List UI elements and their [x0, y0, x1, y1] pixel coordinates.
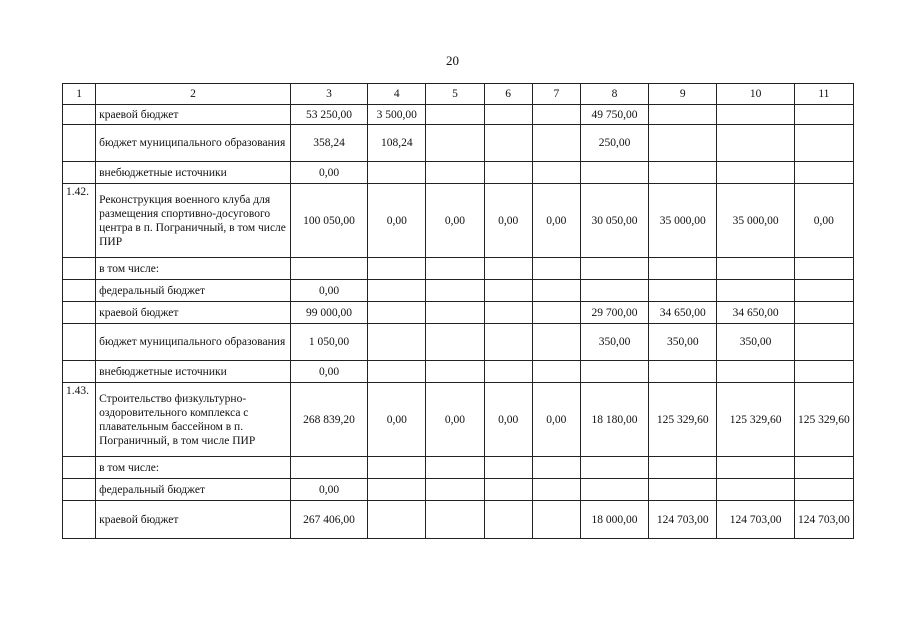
amount-cell: [649, 162, 717, 184]
amount-cell: [484, 280, 532, 302]
amount-cell: [794, 302, 853, 324]
table-body: [63, 105, 854, 539]
amount-cell: [426, 501, 484, 539]
table-row: [63, 105, 854, 125]
amount-cell: [649, 479, 717, 501]
amount-cell: [580, 162, 648, 184]
amount-cell: 1 050,00: [290, 324, 367, 361]
amount-cell: 125 329,60: [717, 383, 794, 457]
item-number-cell: [63, 302, 96, 324]
amount-cell: 267 406,00: [290, 501, 367, 539]
amount-cell: [580, 457, 648, 479]
amount-cell: [484, 302, 532, 324]
table-row: [63, 125, 854, 162]
description-cell: в том числе:: [96, 457, 291, 479]
description-cell: федеральный бюджет: [96, 280, 291, 302]
amount-cell: [794, 324, 853, 361]
amount-cell: 124 703,00: [794, 501, 853, 539]
description-cell: краевой бюджет: [96, 302, 291, 324]
amount-cell: [426, 125, 484, 162]
amount-cell: 0,00: [368, 184, 426, 258]
amount-cell: 100 050,00: [290, 184, 367, 258]
amount-cell: 108,24: [368, 125, 426, 162]
amount-cell: 3 500,00: [368, 105, 426, 125]
item-number-cell: [63, 361, 96, 383]
amount-cell: [426, 457, 484, 479]
amount-cell: [717, 280, 794, 302]
amount-cell: 124 703,00: [717, 501, 794, 539]
item-number-cell: [63, 280, 96, 302]
amount-cell: [794, 105, 853, 125]
amount-cell: [484, 361, 532, 383]
amount-cell: [368, 361, 426, 383]
amount-cell: [794, 280, 853, 302]
amount-cell: 0,00: [484, 383, 532, 457]
item-number-cell: [63, 258, 96, 280]
amount-cell: [426, 105, 484, 125]
amount-cell: [532, 457, 580, 479]
amount-cell: [426, 302, 484, 324]
column-header: 9: [649, 84, 717, 105]
table-row: [63, 162, 854, 184]
amount-cell: 358,24: [290, 125, 367, 162]
amount-cell: [649, 361, 717, 383]
amount-cell: [580, 479, 648, 501]
amount-cell: [368, 302, 426, 324]
amount-cell: [794, 479, 853, 501]
amount-cell: 0,00: [532, 184, 580, 258]
description-cell: краевой бюджет: [96, 105, 291, 125]
amount-cell: 34 650,00: [717, 302, 794, 324]
amount-cell: 0,00: [290, 479, 367, 501]
amount-cell: [426, 479, 484, 501]
amount-cell: [290, 457, 367, 479]
description-cell: внебюджетные источники: [96, 162, 291, 184]
amount-cell: [717, 125, 794, 162]
amount-cell: [717, 105, 794, 125]
amount-cell: [532, 280, 580, 302]
amount-cell: [717, 479, 794, 501]
amount-cell: 99 000,00: [290, 302, 367, 324]
amount-cell: [532, 105, 580, 125]
item-number-cell: 1.42.: [63, 184, 96, 258]
table-row: [63, 280, 854, 302]
amount-cell: [426, 162, 484, 184]
amount-cell: [649, 457, 717, 479]
description-cell: бюджет муниципального образования: [96, 324, 291, 361]
page-number: 20: [446, 53, 459, 68]
amount-cell: 124 703,00: [649, 501, 717, 539]
amount-cell: [649, 280, 717, 302]
amount-cell: [368, 162, 426, 184]
amount-cell: 350,00: [717, 324, 794, 361]
amount-cell: [368, 324, 426, 361]
item-number-cell: [63, 105, 96, 125]
column-header: 7: [532, 84, 580, 105]
table-row: [63, 479, 854, 501]
amount-cell: [794, 162, 853, 184]
item-number-cell: [63, 324, 96, 361]
amount-cell: [426, 258, 484, 280]
amount-cell: 18 000,00: [580, 501, 648, 539]
amount-cell: [484, 479, 532, 501]
amount-cell: 30 050,00: [580, 184, 648, 258]
amount-cell: 0,00: [426, 383, 484, 457]
amount-cell: [484, 162, 532, 184]
amount-cell: 250,00: [580, 125, 648, 162]
table-row: [63, 501, 854, 539]
table-row: [63, 302, 854, 324]
amount-cell: 49 750,00: [580, 105, 648, 125]
amount-cell: [794, 258, 853, 280]
amount-cell: [532, 162, 580, 184]
amount-cell: [794, 125, 853, 162]
item-number-cell: [63, 162, 96, 184]
table-row: [63, 324, 854, 361]
column-header: 11: [794, 84, 853, 105]
amount-cell: [484, 457, 532, 479]
description-cell: Строительство физкультурно-оздоровительного комплекса с плавательным бассейном в п. Пограничный, в том числе ПИР: [96, 383, 291, 457]
item-number-cell: [63, 125, 96, 162]
amount-cell: 125 329,60: [794, 383, 853, 457]
column-header: 8: [580, 84, 648, 105]
amount-cell: [794, 361, 853, 383]
amount-cell: [484, 105, 532, 125]
budget-table: [62, 83, 854, 539]
amount-cell: [484, 258, 532, 280]
amount-cell: 35 000,00: [717, 184, 794, 258]
amount-cell: [368, 501, 426, 539]
item-number-cell: [63, 457, 96, 479]
amount-cell: 53 250,00: [290, 105, 367, 125]
amount-cell: [484, 125, 532, 162]
amount-cell: [717, 162, 794, 184]
item-number-cell: 1.43.: [63, 383, 96, 457]
description-cell: бюджет муниципального образования: [96, 125, 291, 162]
table-row: [63, 457, 854, 479]
amount-cell: [532, 324, 580, 361]
amount-cell: 0,00: [794, 184, 853, 258]
amount-cell: [532, 302, 580, 324]
amount-cell: 0,00: [368, 383, 426, 457]
amount-cell: 350,00: [649, 324, 717, 361]
item-number-cell: [63, 501, 96, 539]
amount-cell: 0,00: [290, 162, 367, 184]
amount-cell: [368, 457, 426, 479]
amount-cell: [426, 280, 484, 302]
amount-cell: [484, 324, 532, 361]
column-header: 5: [426, 84, 484, 105]
description-cell: федеральный бюджет: [96, 479, 291, 501]
amount-cell: 0,00: [290, 280, 367, 302]
column-header: 2: [96, 84, 291, 105]
amount-cell: 350,00: [580, 324, 648, 361]
amount-cell: [290, 258, 367, 280]
amount-cell: [368, 479, 426, 501]
amount-cell: [532, 361, 580, 383]
description-cell: Реконструкция военного клуба для размещения спортивно-досугового центра в п. Пограничный, в том числе ПИР: [96, 184, 291, 258]
amount-cell: [532, 125, 580, 162]
table-row: [63, 361, 854, 383]
amount-cell: 34 650,00: [649, 302, 717, 324]
column-header: 4: [368, 84, 426, 105]
amount-cell: [649, 258, 717, 280]
amount-cell: 29 700,00: [580, 302, 648, 324]
amount-cell: [368, 258, 426, 280]
column-header: 3: [290, 84, 367, 105]
amount-cell: [532, 479, 580, 501]
amount-cell: 268 839,20: [290, 383, 367, 457]
amount-cell: [717, 361, 794, 383]
amount-cell: [649, 105, 717, 125]
table-row: [63, 258, 854, 280]
amount-cell: 125 329,60: [649, 383, 717, 457]
item-number-cell: [63, 479, 96, 501]
amount-cell: [532, 501, 580, 539]
amount-cell: 0,00: [426, 184, 484, 258]
amount-cell: [580, 361, 648, 383]
amount-cell: 0,00: [290, 361, 367, 383]
table-row: [63, 184, 854, 258]
description-cell: краевой бюджет: [96, 501, 291, 539]
amount-cell: 0,00: [532, 383, 580, 457]
column-header: 10: [717, 84, 794, 105]
amount-cell: [580, 258, 648, 280]
column-header: 6: [484, 84, 532, 105]
amount-cell: [368, 280, 426, 302]
amount-cell: [717, 258, 794, 280]
description-cell: внебюджетные источники: [96, 361, 291, 383]
amount-cell: [717, 457, 794, 479]
amount-cell: [532, 258, 580, 280]
amount-cell: [426, 324, 484, 361]
amount-cell: 0,00: [484, 184, 532, 258]
amount-cell: [426, 361, 484, 383]
column-header: 1: [63, 84, 96, 105]
amount-cell: 35 000,00: [649, 184, 717, 258]
table-header: [63, 84, 854, 105]
amount-cell: [484, 501, 532, 539]
amount-cell: [580, 280, 648, 302]
description-cell: в том числе:: [96, 258, 291, 280]
table-row: [63, 383, 854, 457]
header-row: [63, 84, 854, 105]
amount-cell: 18 180,00: [580, 383, 648, 457]
amount-cell: [649, 125, 717, 162]
amount-cell: [794, 457, 853, 479]
